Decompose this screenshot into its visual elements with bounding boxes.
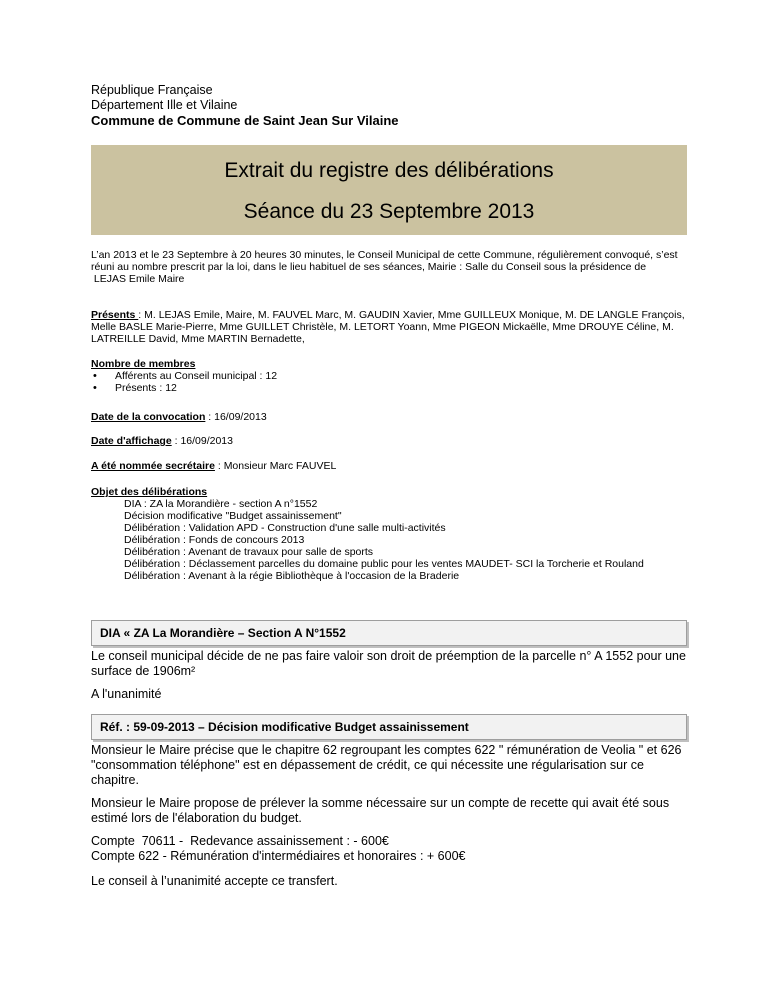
president-name: LEJAS Emile Maire (91, 273, 185, 285)
presents-label: Présents (91, 309, 139, 321)
session-date: Séance du 23 Septembre 2013 (243, 200, 535, 223)
section-heading-text: DIA « ZA La Morandière – Section A N°1552 (100, 626, 346, 640)
secretaire-value: : Monsieur Marc FAUVEL (214, 460, 337, 472)
list-item: • Afférents au Conseil municipal : 12 (91, 370, 691, 382)
convocation-date (91, 411, 267, 423)
list-item: Délibération : Déclassement parcelles du domaine public pour les ventes MAUDET- SCI la Torcherie et Rouland (124, 558, 644, 570)
presents-list: : M. LEJAS Emile, Maire, M. FAUVEL Marc, M. GAUDIN Xavier, Mme GUILLEUX Monique, M. DE LANGLE François, Melle BASLE Marie-Pierre, Mme GUILLET Christèle, M. LETORT Yoann, Mme PIGEON Mickaëlle, Mme DROUYE Céline, M. LATREILLE David, Mme MARTIN Bernadette, (91, 309, 685, 345)
header-departement: Département Ille et Vilaine (91, 98, 238, 112)
section2-paragraph-1: Monsieur le Maire précise que le chapitre 62 regroupant les comptes 622 " rémunération de Veolia " et 626 "consommation téléphone" est en dépassement de crédit, ce qui nécessite une régularisation sur ce chapitre. (91, 743, 682, 787)
members-label: Nombre de membres (91, 358, 196, 370)
objets-label: Objet des délibérations (91, 486, 208, 498)
list-item: Délibération : Fonds de concours 2013 (124, 534, 305, 546)
objets-list (91, 498, 691, 582)
document-header (91, 83, 399, 128)
affichage-date (91, 435, 233, 447)
header-republique: République Française (91, 83, 213, 97)
convocation-value: : 16/09/2013 (205, 411, 267, 423)
list-item: • Présents : 12 (91, 382, 691, 394)
section-heading-budget (91, 714, 687, 740)
list-item: Délibération : Avenant de travaux pour salle de sports (124, 546, 374, 558)
section1-paragraph: Le conseil municipal décide de ne pas faire valoir son droit de préemption de la parcelle n° A 1552 pour une surface de 1906m² (91, 649, 686, 678)
list-item: Décision modificative "Budget assainissement" (124, 510, 342, 522)
section-heading-dia (91, 620, 687, 646)
presents-paragraph (91, 309, 691, 345)
objets-block (91, 486, 691, 582)
document-title: Extrait du registre des délibérations (224, 159, 554, 182)
intro-paragraph (91, 249, 691, 285)
secretaire (91, 460, 336, 472)
section1-vote: A l'unanimité (91, 687, 162, 701)
affichage-value: : 16/09/2013 (171, 435, 233, 447)
section2-paragraph-2: Monsieur le Maire propose de prélever la somme nécessaire sur un compte de recette qui avait été sous estimé lors de l'élaboration du budget. (91, 796, 670, 825)
section-heading-text: Réf. : 59-09-2013 – Décision modificative Budget assainissement (100, 720, 469, 734)
secretaire-label: A été nommée secrétaire (91, 460, 215, 472)
account-line: Compte 622 - Rémunération d'intermédiaires et honoraires : + 600€ (91, 849, 466, 863)
list-item: DIA : ZA la Morandière - section A n°1552 (124, 498, 318, 510)
section2-decision: Le conseil à l’unanimité accepte ce transfert. (91, 874, 338, 888)
list-item: Délibération : Avenant à la régie Bibliothèque à l'occasion de la Braderie (124, 570, 460, 582)
section2-accounts (91, 834, 691, 864)
account-line: Compte 70611 - Redevance assainissement : - 600€ (91, 834, 389, 848)
header-commune: Commune de Commune de Saint Jean Sur Vilaine (91, 113, 399, 128)
title-box (91, 145, 687, 235)
intro-text: L’an 2013 et le 23 Septembre à 20 heures 30 minutes, le Conseil Municipal de cette Commune, régulièrement convoqué, s’est réuni au nombre prescrit par la loi, dans le lieu habituel de ses séances, Mairie : Salle du Conseil sous la présidence de (91, 249, 678, 273)
affichage-label: Date d'affichage (91, 435, 172, 447)
list-item: Délibération : Validation APD - Construction d'une salle multi-activités (124, 522, 446, 534)
convocation-label: Date de la convocation (91, 411, 206, 423)
members-block (91, 358, 691, 394)
